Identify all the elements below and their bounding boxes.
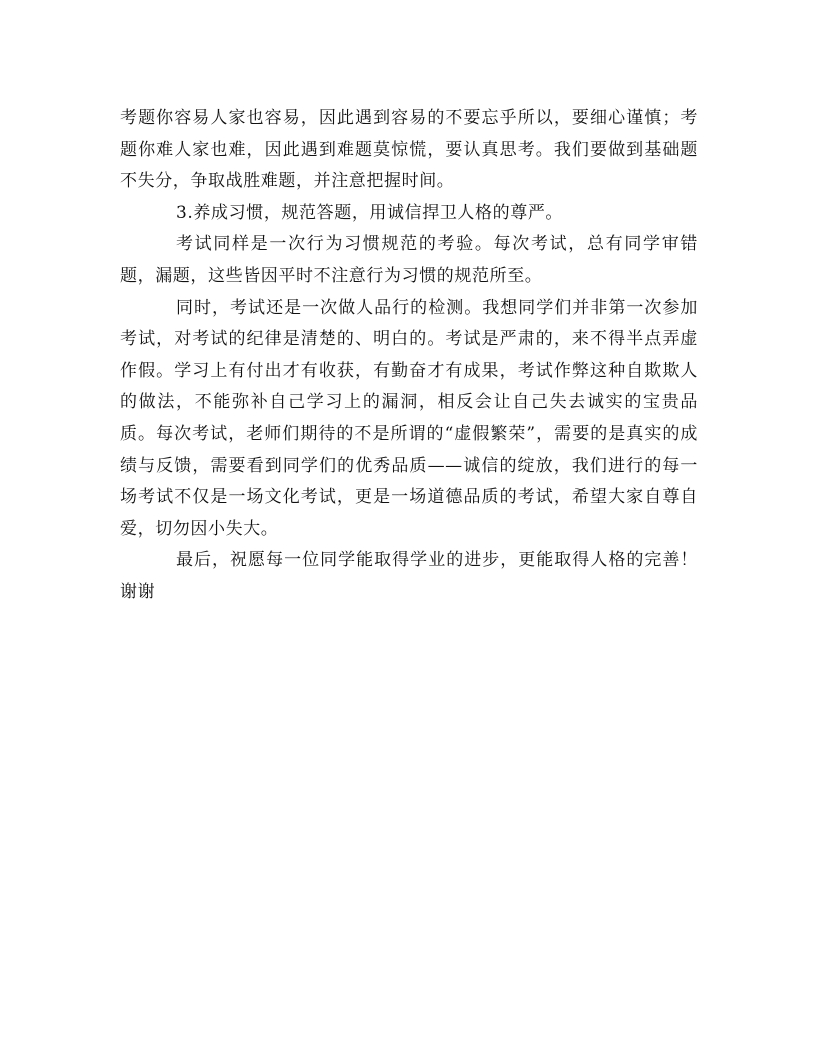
paragraph-heading-habits: 3.养成习惯，规范答题，用诚信捍卫人格的尊严。 [176, 202, 564, 223]
paragraph-exam-strategy: 考题你容易人家也容易，因此遇到容易的不要忘乎所以，要细心谨慎；考题你难人家也难，因此遇到难题莫惊慌，要认真思考。我们要做到基础题不失分，争取战胜难题，并注意把握时间。 [120, 108, 698, 192]
paragraph-integrity: 同时，考试还是一次做人品行的检测。我想同学们并非第一次参加考试，对考试的纪律是清楚的、明白的。考试是严肃的，来不得半点弄虚作假。学习上有付出才有收获，有勤奋才有成果，考试作弊这种自欺欺人的做法，不能弥补自己学习上的漏洞，相反会让自己失去诚实的宝贵品质。每次考试，老师们期待的不是所谓的“虚假繁荣”，需要的是真实的成绩与反馈，需要看到同学们的优秀品质——诚信的绽放，我们进行的每一场考试不仅是一场文化考试，更是一场道德品质的考试，希望大家自尊自爱，切勿因小失大。 [120, 297, 698, 539]
paragraph-behavior-habits: 考试同样是一次行为习惯规范的考验。每次考试，总有同学审错题，漏题，这些皆因平时不注意行为习惯的规范所至。 [120, 234, 698, 286]
document-body [120, 103, 698, 609]
paragraph-closing: 最后，祝愿每一位同学能取得学业的进步，更能取得人格的完善！谢谢 [120, 550, 698, 602]
